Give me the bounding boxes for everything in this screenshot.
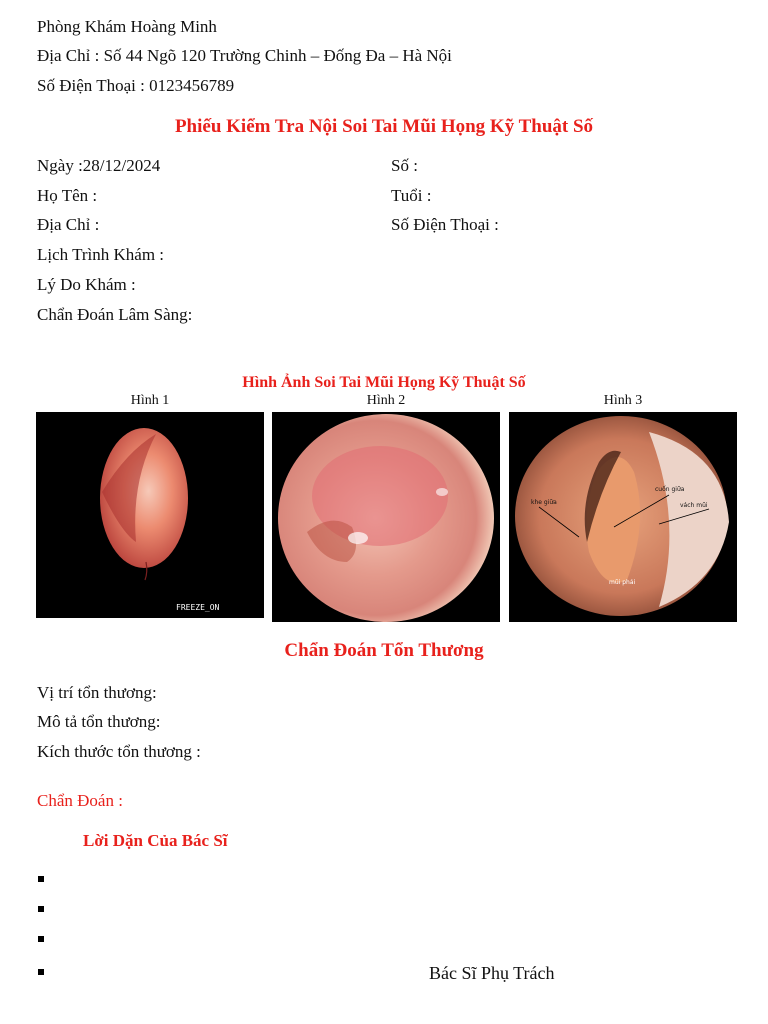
age-field: Tuổi : — [391, 186, 432, 205]
number-field: Số : — [391, 156, 418, 175]
clinic-address: Địa Chỉ : Số 44 Ngõ 120 Trường Chinh – Đống Đa – Hà Nội — [37, 46, 452, 65]
doctor-label: Bác Sĩ Phụ Trách — [429, 963, 555, 983]
images-section-title: Hình Ảnh Soi Tai Mũi Họng Kỹ Thuật Số — [242, 374, 526, 391]
image-caption-3: Hình 3 — [603, 393, 643, 408]
label-mui-phai: mũi phải — [609, 579, 636, 586]
clinical-diagnosis-field: Chẩn Đoán Lâm Sàng: — [37, 305, 193, 324]
lesion-section-title: Chẩn Đoán Tổn Thương — [284, 640, 484, 661]
bullet-2 — [38, 906, 44, 912]
endoscopy-image-2 — [272, 412, 500, 622]
lesion-description-field: Mô tả tổn thương: — [37, 712, 161, 731]
diagnosis-label: Chẩn Đoán : — [37, 791, 123, 810]
clinic-name: Phòng Khám Hoàng Minh — [37, 17, 217, 36]
freeze-overlay-label: FREEZE_ON — [176, 603, 220, 612]
label-cuon-giua: cuốn giữa — [655, 486, 685, 493]
reason-field: Lý Do Khám : — [37, 275, 136, 294]
label-vach-mui: vách mũi — [680, 502, 708, 509]
schedule-field: Lịch Trình Khám : — [37, 245, 165, 264]
bullet-4 — [38, 969, 44, 975]
label-khe-giua: khe giữa — [531, 499, 557, 506]
image-caption-1: Hình 1 — [130, 393, 170, 408]
name-field: Họ Tên : — [37, 186, 98, 205]
image-caption-2: Hình 2 — [366, 393, 406, 408]
endoscopy-image-3 — [509, 412, 737, 622]
bullet-3 — [38, 936, 44, 942]
lesion-size-field: Kích thước tổn thương : — [37, 742, 201, 761]
form-title: Phiếu Kiểm Tra Nội Soi Tai Mũi Họng Kỹ Thuật Số — [174, 116, 594, 137]
clinic-phone: Số Điện Thoại : 0123456789 — [37, 76, 235, 95]
phone-field: Số Điện Thoại : — [391, 215, 499, 234]
date-field: Ngày :28/12/2024 — [37, 156, 161, 175]
address-field: Địa Chỉ : — [37, 215, 100, 234]
endoscopy-image-1 — [36, 412, 264, 618]
lesion-location-field: Vị trí tổn thương: — [37, 683, 157, 702]
advice-title: Lời Dặn Của Bác Sĩ — [83, 831, 228, 850]
bullet-1 — [38, 876, 44, 882]
